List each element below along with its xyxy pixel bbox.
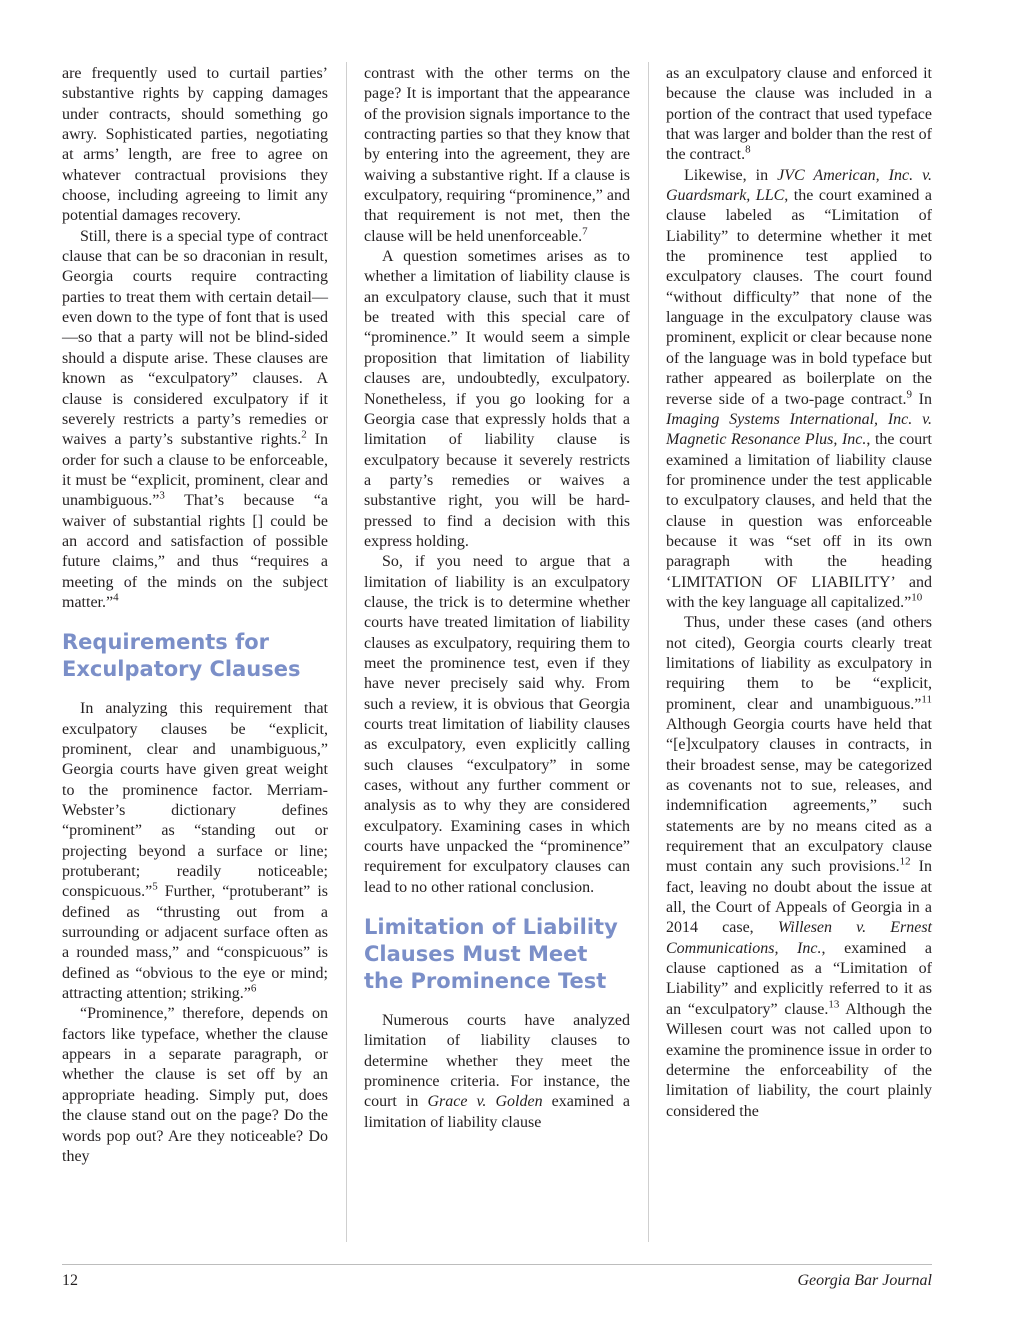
case-name: JVC American, Inc. v. Guardsmark, LLC [666,166,933,205]
footnote-ref: 5 [152,881,158,894]
section-heading: Limitation of Liability Clauses Must Meet the Prominence Test [364,915,618,994]
paragraph [666,166,932,614]
case-name: Willesen v. Ernest Communications, Inc. [666,919,932,957]
text-run: as an exculpatory clause and enforced it because the clause was included in a portion of the contract that used typeface that was larger and bolder than the rest of the contract. [666,65,932,164]
footnote-ref: 6 [250,982,257,995]
paragraph [364,552,630,898]
text-run: examined a limitation of liability clause [364,1093,630,1131]
case-name: Imaging Systems International, Inc. v. Magnetic Resonance Plus, Inc. [666,410,932,449]
paragraph [62,699,328,1004]
text-column-3 [666,64,932,1122]
text-run: Although Georgia courts have held that “[e]xculpatory clauses in contracts, in their broadest sense, may be categorized as covenants not to sue, releases, and indemnification agreements,” such statements are by no means cited as a requirement that an exculpatory clause must contain any such provisions. [666,716,932,876]
column-divider [346,62,347,1242]
text-run: “Prominence,” therefore, depends on factors like typeface, whether the clause appears in a separate paragraph, or whether the clause is set off by an appropriate heading. Simply put, does the clause stand out on the page? Do the words pop out? Are they noticeable? Do they [62,1005,328,1165]
text-column-1 [62,64,328,1167]
footnote-ref: 13 [828,998,840,1011]
text-run: In fact, leaving no doubt about the issue at all, the Court of Appeals of Georgia in a 2014 case, [666,858,933,937]
paragraph [62,227,328,614]
footnote-ref: 10 [911,591,923,604]
journal-name: Georgia Bar Journal [797,1272,932,1289]
footnote-ref: 7 [582,225,588,238]
text-run: Although the Willesen court was not called upon to examine the prominence issue in order to determine the enforceability of the limitation of liability, the court plainly considered the [666,1000,932,1120]
text-run: Still, there is a special type of contract clause that can be so draconian in result, Georgia courts require contracting parties to treat them with certain detail—even down to the type of font that is used—so that a party will not be blind-sided should a dispute arise. These clauses are known as “exculpatory” clauses. A clause is considered exculpatory if it severely restricts a party’s remedies or waives a party’s substantive rights. [62,227,328,449]
text-run: , the court examined a limitation of liability clause for prominence under the test applicable to exculpatory clauses, and held that the clause in question was enforceable because it was “set off in its own paragraph with the heading ‘LIMITATION OF LIABILITY’ and with the key language all capitalized.” [666,431,932,611]
footnote-ref: 2 [301,428,307,441]
text-column-2 [364,64,630,1133]
text-run: Likewise, in [684,166,778,184]
text-run: Further, “protuberant” is defined as “thrusting out from a surrounding or adjacent surface often as a rounded mass,” and “conspicuous” is defined as “obvious to the eye or mind; attracting attention; striking.” [62,883,328,1003]
text-run: So, if you need to argue that a limitation of liability is an exculpatory clause, the trick is to determine whether courts have treated limitation of liability clauses as exculpatory, requiring them to meet the prominence test, even if they have never precisely said why. From such a review, it is obvious that Georgia courts treat limitation of liability clauses as exculpatory, even explicitly calling such clauses “exculpatory” in some cases, without any further comment or analysis as to why they are considered exculpatory. Examining cases in which courts have unpacked the “prominence” requirement for exculpatory clauses can lead to no other rational conclusion. [364,553,630,896]
section-heading: Requirements for Exculpatory Clauses [62,630,301,682]
paragraph [364,1011,630,1133]
column-divider [648,62,649,1242]
text-run: In [912,390,932,408]
text-run: , examined a clause captioned as a “Limitation of Liability” and explicitly referred to it as an “exculpatory” clause. [666,939,932,1018]
text-run: contrast with the other terms on the page? It is important that the appearance of the provision signals importance to the contracting parties so that they know that by entering into the agreement, they are waiving a substantive right. If a clause is exculpatory, requiring “prominence,” and that requirement is not met, then the clause will be held unenforceable. [364,65,630,245]
footer-rule [62,1264,932,1265]
footnote-ref: 11 [921,693,932,706]
text-run: A question sometimes arises as to whether a limitation of liability clause is an exculpatory clause, such that it must be treated with this special care of “prominence.” It would seem a simple proposition that limitation of liability clauses are, undoubtedly, exculpatory. Nonetheless, if you go looking for a Georgia case that expressly holds that a limitation of liability clause is exculpatory because it severely restricts a party’s remedies or waives a substantive right, you will be hard-pressed to find a decision with this express holding. [364,248,630,550]
footnote-ref: 4 [113,591,119,604]
footnote-ref: 3 [159,489,165,502]
paragraph [666,64,932,166]
text-run: In order for such a clause to be enforceable, it must be “explicit, prominent, clear and unambiguous.” [62,431,329,510]
paragraph [62,64,328,227]
footnote-ref: 12 [899,856,911,869]
paragraph [666,613,932,1122]
paragraph [62,1004,328,1167]
case-name: Grace v. Golden [427,1093,543,1111]
text-run: , the court examined a clause labeled as “Limitation of Liability” to determine whether it met the prominence test applied to exculpatory clauses. The court found “without difficulty” that none of the language in the exculpatory clause was prominent, explicit or clear because none of the language was in bold typeface but rather appeared as boilerplate on the reverse side of a two-page contract. [666,187,933,408]
page-number: 12 [62,1272,78,1289]
text-run: In analyzing this requirement that exculpatory clauses be “explicit, prominent, clear and unambiguous,” Georgia courts have given great weight to the prominence factor. Merriam-Webster’s dictionary defines “prominent” as “standing out or projecting beyond a surface or line; protuberant; readily noticeable; conspicuous.” [62,700,328,901]
paragraph [364,247,630,552]
footnote-ref: 9 [906,388,913,401]
footnote-ref: 8 [745,144,751,157]
text-run: That’s because “a waiver of substantial rights [] could be an accord and satisfaction of possible future claims,” and thus “requires a meeting of the minds on the subject matter.” [62,492,328,611]
text-run: Thus, under these cases (and others not cited), Georgia courts clearly treat limitations of liability as exculpatory in requiring them to be “explicit, prominent, clear and unambiguous.” [666,614,932,713]
text-run: are frequently used to curtail parties’ substantive rights by capping damages under contracts, should something go awry. Sophisticated parties, negotiating at arms’ length, are free to agree on whatever contractual provisions they choose, including agreeing to limit any potential damages recovery. [62,65,328,225]
text-run: Numerous courts have analyzed limitation of liability clauses to determine whether they meet the prominence criteria. For instance, the court in [364,1012,630,1111]
paragraph [364,64,630,247]
